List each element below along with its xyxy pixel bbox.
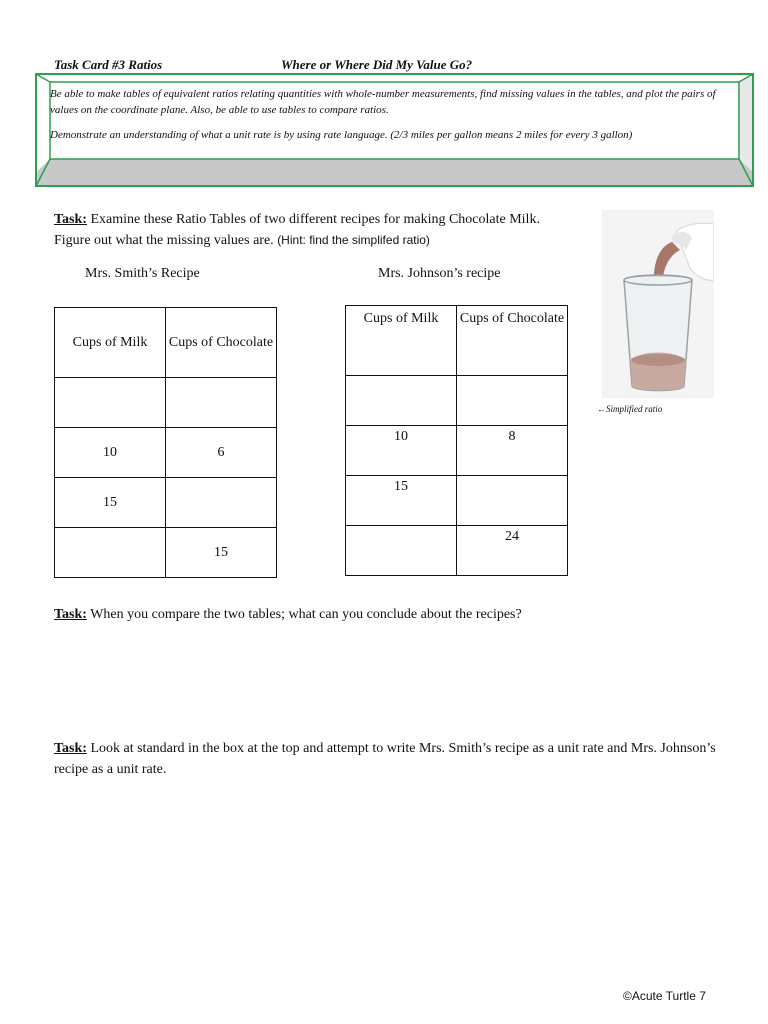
smith-header-milk: Cups of Milk: [55, 308, 166, 378]
task-3-text: Look at standard in the box at the top and attempt to write Mrs. Smith’s recipe as a unit rate and Mrs. Johnson’s recipe as a unit rate.: [54, 741, 716, 777]
task-2-label: Task:: [54, 607, 87, 622]
copyright: ©Acute Turtle 7: [623, 989, 706, 1003]
chocolate-milk-image: [602, 210, 714, 398]
johnson-cell[interactable]: [346, 376, 457, 426]
smith-cell[interactable]: [55, 378, 166, 428]
task-1: [54, 209, 594, 251]
smith-cell: 10: [55, 428, 166, 478]
johnson-caption: Mrs. Johnson’s recipe: [378, 266, 501, 281]
johnson-header-chocolate: Cups of Chocolate: [457, 306, 568, 376]
task-3: [54, 738, 724, 780]
smith-cell: 6: [166, 428, 277, 478]
page-title: Where or Where Did My Value Go?: [281, 57, 473, 72]
johnson-cell: 8: [457, 426, 568, 476]
smith-cell[interactable]: [166, 478, 277, 528]
standard-2: Demonstrate an understanding of what a unit rate is by using rate language. (2/3 miles per gallon means 2 miles for every 3 gallon): [50, 129, 633, 141]
task-2: [54, 604, 734, 625]
johnson-cell: 15: [346, 476, 457, 526]
smith-cell: 15: [166, 528, 277, 578]
johnson-cell[interactable]: [457, 376, 568, 426]
johnson-cell[interactable]: [457, 476, 568, 526]
johnson-cell: 10: [346, 426, 457, 476]
johnson-ratio-table: [345, 305, 568, 576]
smith-cell[interactable]: [55, 528, 166, 578]
johnson-cell: 24: [457, 526, 568, 576]
standard-1: Be able to make tables of equivalent ratios relating quantities with whole-number measurements, find missing values in the tables, and plot the pairs of values on the coordinate plane. Also, be able to use tables to compare ratios.: [50, 88, 716, 116]
simplified-ratio-caption: ←Simplified ratio: [597, 404, 663, 414]
task-3-label: Task:: [54, 741, 87, 756]
task-1-hint: (Hint: find the simplifed ratio): [277, 233, 430, 247]
task-1-label: Task:: [54, 212, 87, 227]
task-card-label: Task Card #3 Ratios: [54, 57, 163, 72]
johnson-cell[interactable]: [346, 526, 457, 576]
johnson-header-milk: Cups of Milk: [346, 306, 457, 376]
smith-caption: Mrs. Smith’s Recipe: [85, 266, 200, 281]
smith-cell[interactable]: [166, 378, 277, 428]
smith-ratio-table: [54, 307, 277, 578]
task-2-text: When you compare the two tables; what can you conclude about the recipes?: [86, 607, 522, 622]
task-1-line2: Figure out what the missing values are.: [54, 233, 274, 248]
smith-header-chocolate: Cups of Chocolate: [166, 308, 277, 378]
standards-text: [50, 86, 740, 152]
smith-cell: 15: [55, 478, 166, 528]
task-1-text: Examine these Ratio Tables of two different recipes for making Chocolate Milk.: [86, 212, 540, 227]
